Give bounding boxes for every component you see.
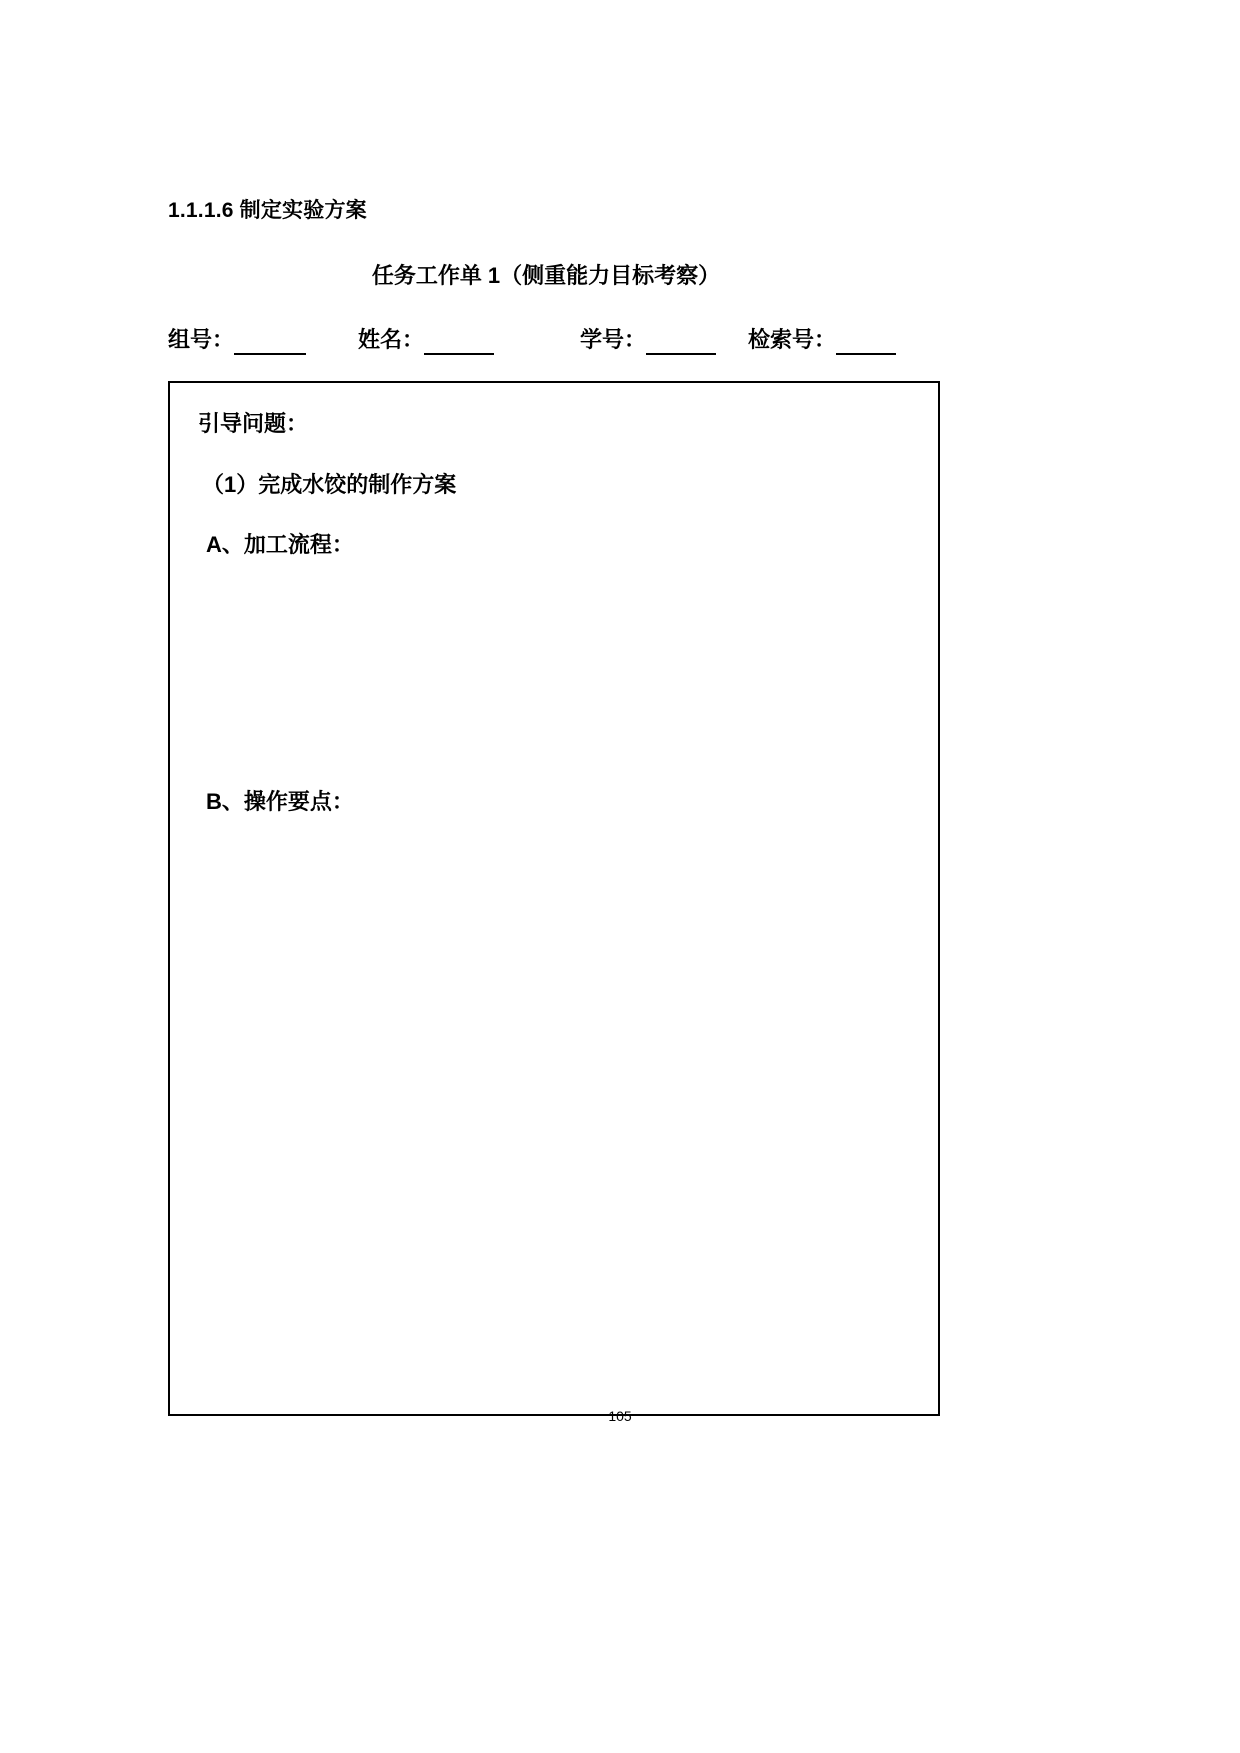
answer-area-b[interactable] [198,848,910,1408]
question-1b: B、操作要点： [206,789,354,815]
answer-box[interactable] [168,381,940,1416]
question-1: （1）完成水饺的制作方案 [202,471,457,497]
field-blank-student-id[interactable] [646,333,716,355]
field-blank-group-number[interactable] [234,333,306,355]
identity-fields-row [168,326,940,355]
field-name [358,326,580,355]
question-1a: A、加工流程： [206,532,354,558]
field-student-id [580,326,748,355]
field-label-name: 姓名： [358,327,425,353]
document-content [168,196,940,1416]
worksheet-subtitle: 任务工作单 1（侧重能力目标考察） [371,263,721,289]
field-label-group-number: 组号： [168,327,235,353]
field-search-number [748,326,896,355]
field-label-student-id: 学号： [580,327,647,353]
field-blank-search-number[interactable] [836,333,896,355]
field-group-number [168,326,358,355]
answer-area-a[interactable] [198,591,910,787]
guide-question-label: 引导问题： [198,410,309,436]
field-blank-name[interactable] [424,333,494,355]
field-label-search-number: 检索号： [748,327,837,353]
page-number: 105 [608,1408,632,1424]
page-title: 1.1.1.6 制定实验方案 [168,199,367,222]
